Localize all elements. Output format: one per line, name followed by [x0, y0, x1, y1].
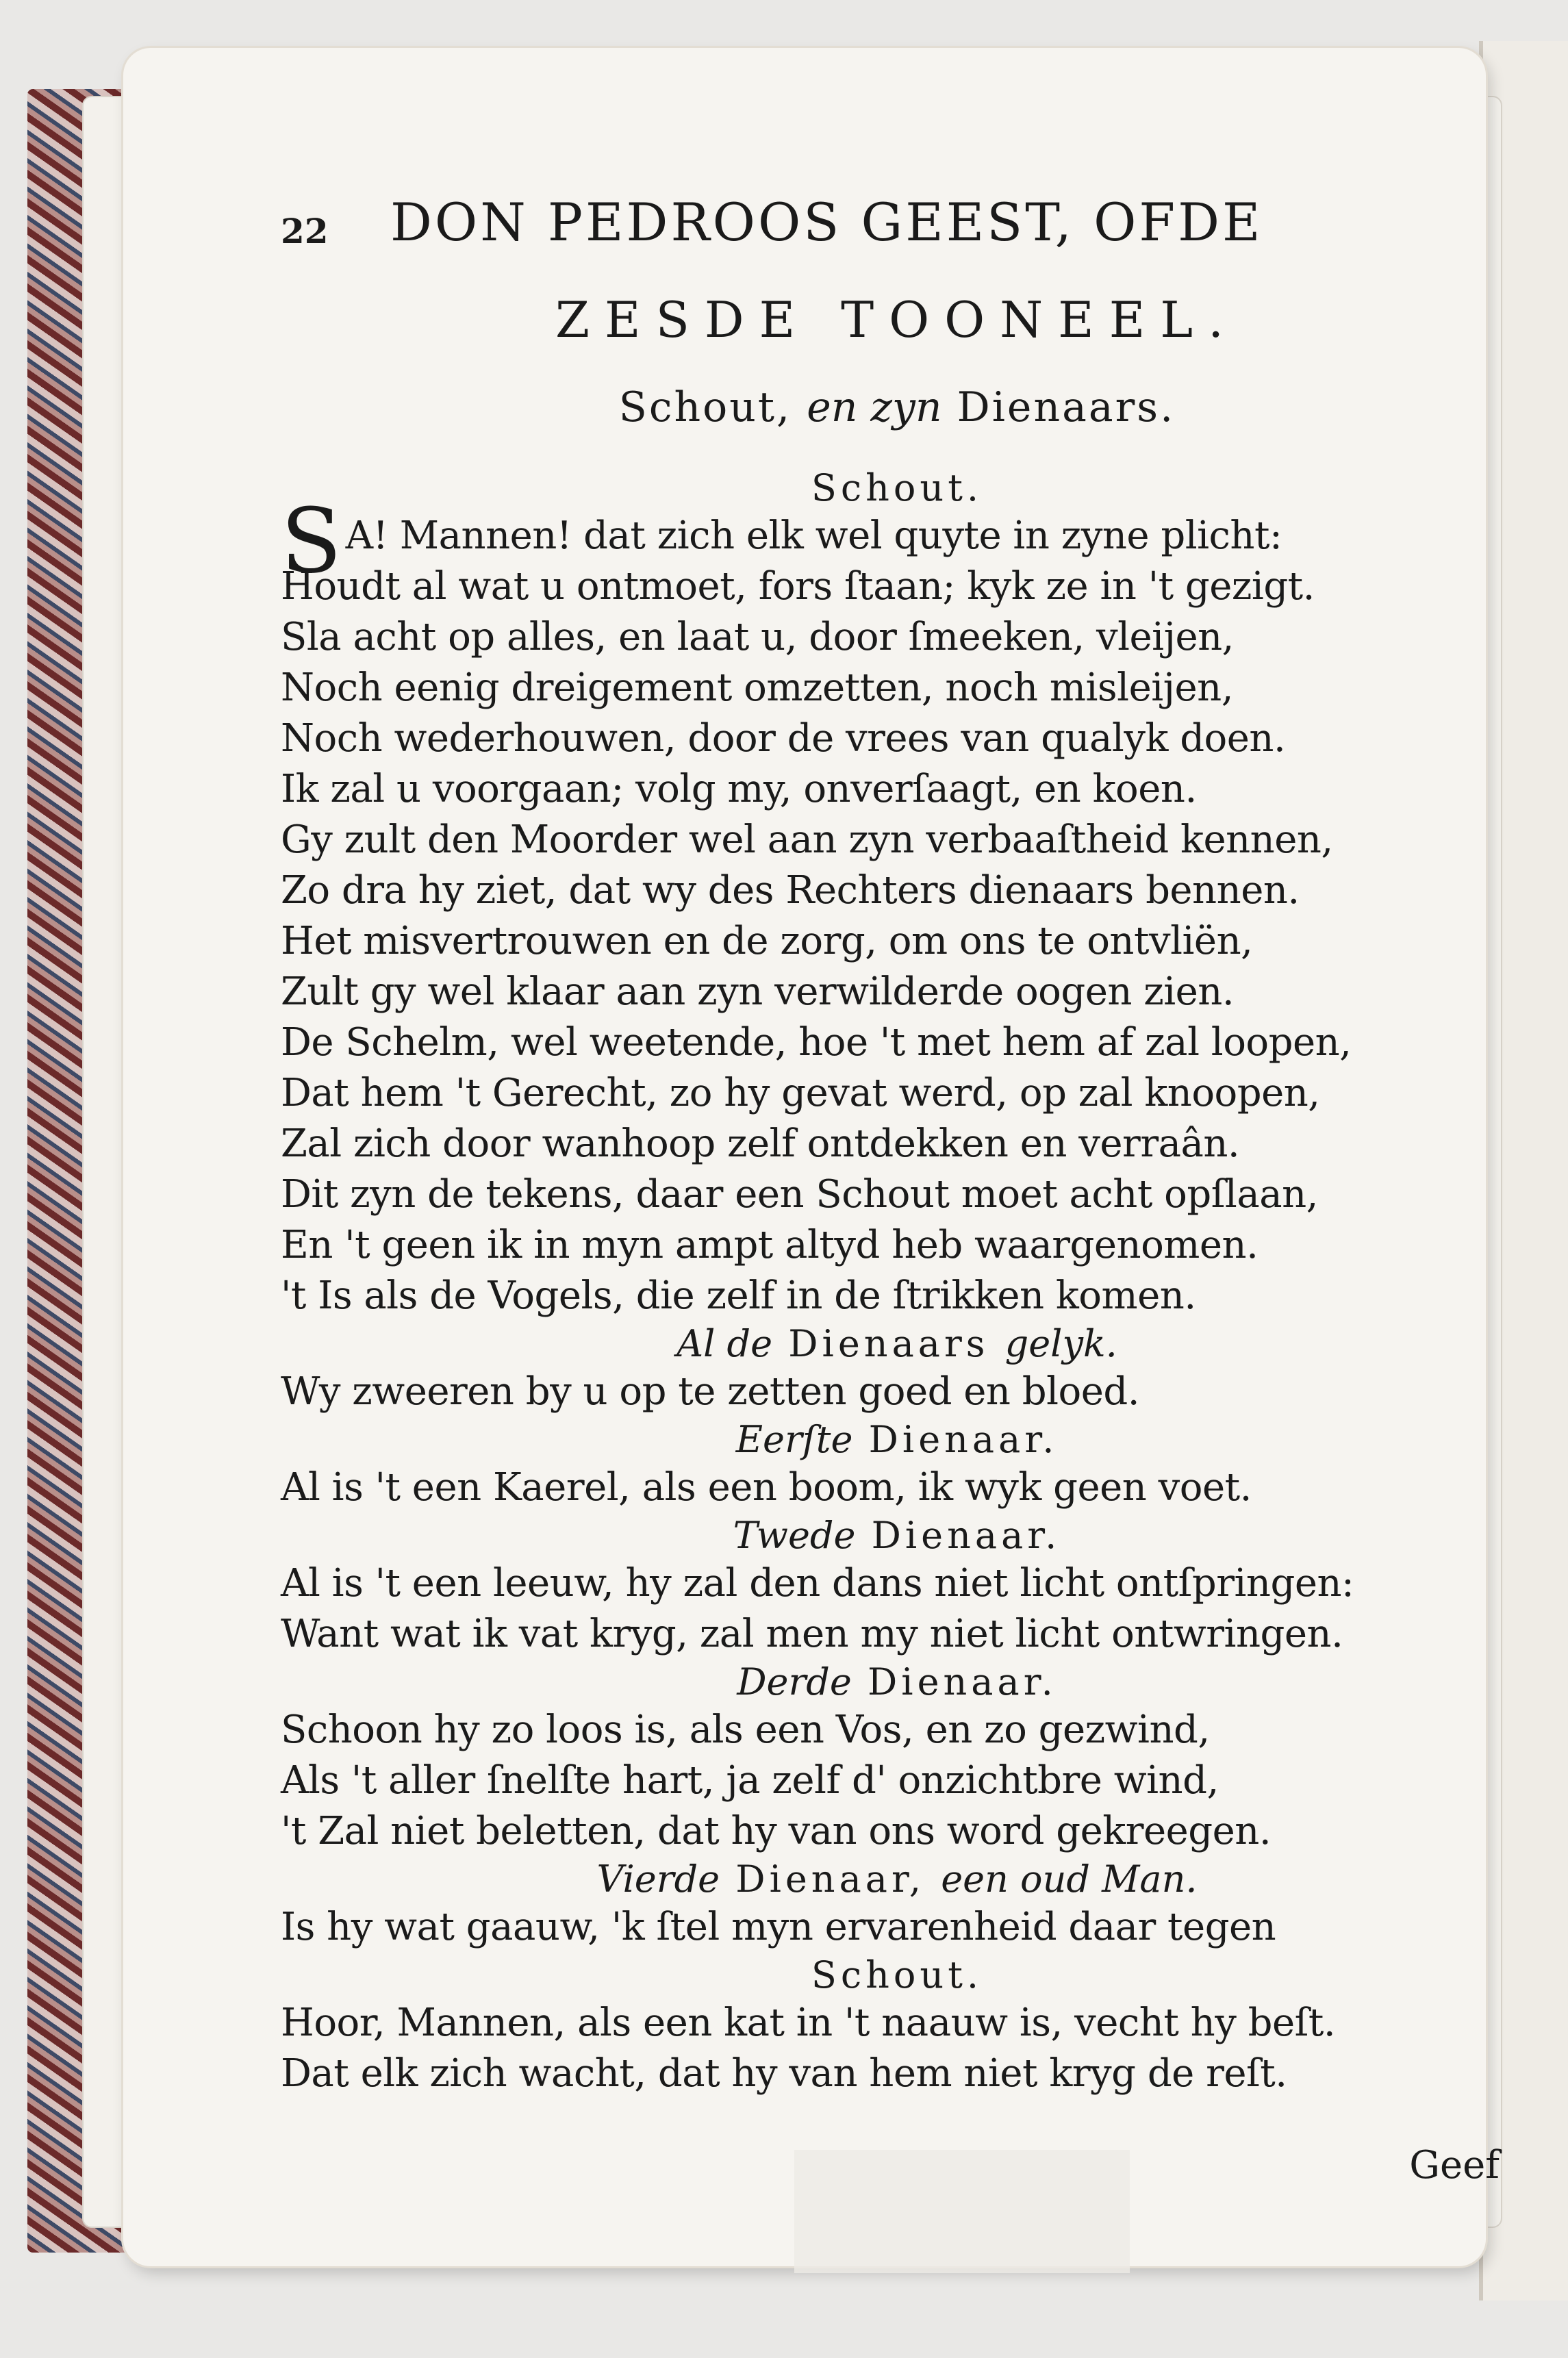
verse-line: Al is 't een leeuw, hy zal den dans niet licht ontſpringen: — [281, 1561, 1354, 1606]
speaker-heading: Schout. — [811, 466, 983, 509]
speaker-pre: Twede — [733, 1514, 856, 1557]
verse-line: Sla acht op alles, en laat u, door ſmeeken, vleijen, — [281, 615, 1234, 659]
catchword: Geef — [1409, 2143, 1500, 2188]
verse-line: Ik zal u voorgaan; volg my, onverſaagt, en koen. — [281, 767, 1197, 811]
verse-line: Zal zich door wanhoop zelf ontdekken en verraân. — [281, 1121, 1240, 1166]
page-text-area — [281, 48, 1513, 2266]
speaker-heading — [281, 1660, 1513, 1705]
verse-line: Hoor, Mannen, als een kat in 't naauw is, vecht hy beſt. — [281, 2001, 1336, 2045]
book-page — [123, 48, 1500, 2266]
speaker-post: gelyk. — [1004, 1322, 1117, 1365]
verse-line: Is hy wat gaauw, 'k ſtel myn ervarenheid daar tegen — [281, 1905, 1276, 1949]
verse-line: Als 't aller ſnelſte hart, ja zelf d' onzichtbre wind, — [281, 1758, 1219, 1803]
verse-line: 't Is als de Vogels, die zelf in de ſtrikken komen. — [281, 1273, 1196, 1318]
speaker-pre: Derde — [737, 1660, 852, 1703]
verse-line: Dat elk zich wacht, dat hy van hem niet kryg de reſt. — [281, 2051, 1287, 2096]
speaker-name: Dienaar. — [868, 1660, 1057, 1703]
verse-line: Zo dra hy ziet, dat wy des Rechters dienaars bennen. — [281, 868, 1300, 913]
speaker-heading — [281, 1513, 1513, 1558]
scene-title: ZESDE TOONEEL. — [555, 291, 1239, 348]
persons-schout: Schout, — [618, 383, 792, 431]
verse-line: Al is 't een Kaerel, als een boom, ik wyk geen voet. — [281, 1465, 1252, 1510]
speaker-pre: Eerſte — [735, 1418, 853, 1461]
speaker-heading — [281, 1857, 1513, 1902]
verse-line: Schoon hy zo loos is, als een Vos, en zo gezwind, — [281, 1708, 1210, 1752]
speaker-name: Dienaars — [788, 1322, 989, 1365]
paper-patch — [794, 2150, 1130, 2273]
speaker-name: Dienaar. — [868, 1418, 1059, 1461]
persons-dienaars: Dienaars. — [957, 383, 1176, 431]
verse-text: A! Mannen! dat zich elk wel quyte in zyne plicht: — [345, 514, 1282, 558]
verse-line: Noch wederhouwen, door de vrees van qualyk doen. — [281, 716, 1286, 761]
verse-line: Het misvertrouwen en de zorg, om ons te ontvliën, — [281, 919, 1253, 963]
verse-line: 't Zal niet beletten, dat hy van ons word gekreegen. — [281, 1809, 1272, 1853]
verse-line: Noch eenig dreigement omzetten, noch misleijen, — [281, 665, 1233, 710]
verse-line: Gy zult den Moorder wel aan zyn verbaaſtheid kennen, — [281, 817, 1333, 862]
speaker-heading — [281, 1417, 1513, 1462]
speaker-pre: Vierde — [596, 1858, 720, 1901]
verse-line: Want wat ik vat kryg, zal men my niet licht ontwringen. — [281, 1612, 1343, 1656]
drop-cap: S — [281, 489, 342, 593]
speaker-heading — [281, 1321, 1513, 1367]
speaker-heading: Schout. — [811, 1953, 983, 1996]
speaker-name: Dienaar, — [735, 1858, 926, 1901]
verse-line: En 't geen ik in myn ampt altyd heb waargenomen. — [281, 1223, 1259, 1267]
running-header — [281, 192, 1513, 253]
speaker-pre: Al de — [676, 1322, 773, 1365]
verse-line: Dit zyn de tekens, daar een Schout moet acht opſlaan, — [281, 1172, 1318, 1217]
speaker-post: een oud Man. — [941, 1858, 1198, 1901]
scene-persons — [281, 383, 1513, 431]
persons-en-zyn: en zyn — [807, 383, 942, 431]
verse-line: Zult gy wel klaar aan zyn verwilderde oogen zien. — [281, 969, 1235, 1014]
running-title: DON PEDROOS GEEST, OFDE — [390, 192, 1263, 253]
verse-line: Houdt al wat u ontmoet, fors ſtaan; kyk ze in 't gezigt. — [281, 564, 1315, 609]
speaker-name: Dienaar. — [871, 1514, 1061, 1557]
verse-line: De Schelm, wel weetende, hoe 't met hem af zal loopen, — [281, 1020, 1352, 1065]
page-number: 22 — [281, 211, 329, 251]
dialogue — [281, 466, 1513, 2099]
verse-line: Dat hem 't Gerecht, zo hy gevat werd, op zal knoopen, — [281, 1071, 1320, 1115]
verse-line: Wy zweeren by u op te zetten goed en bloed. — [281, 1369, 1140, 1414]
